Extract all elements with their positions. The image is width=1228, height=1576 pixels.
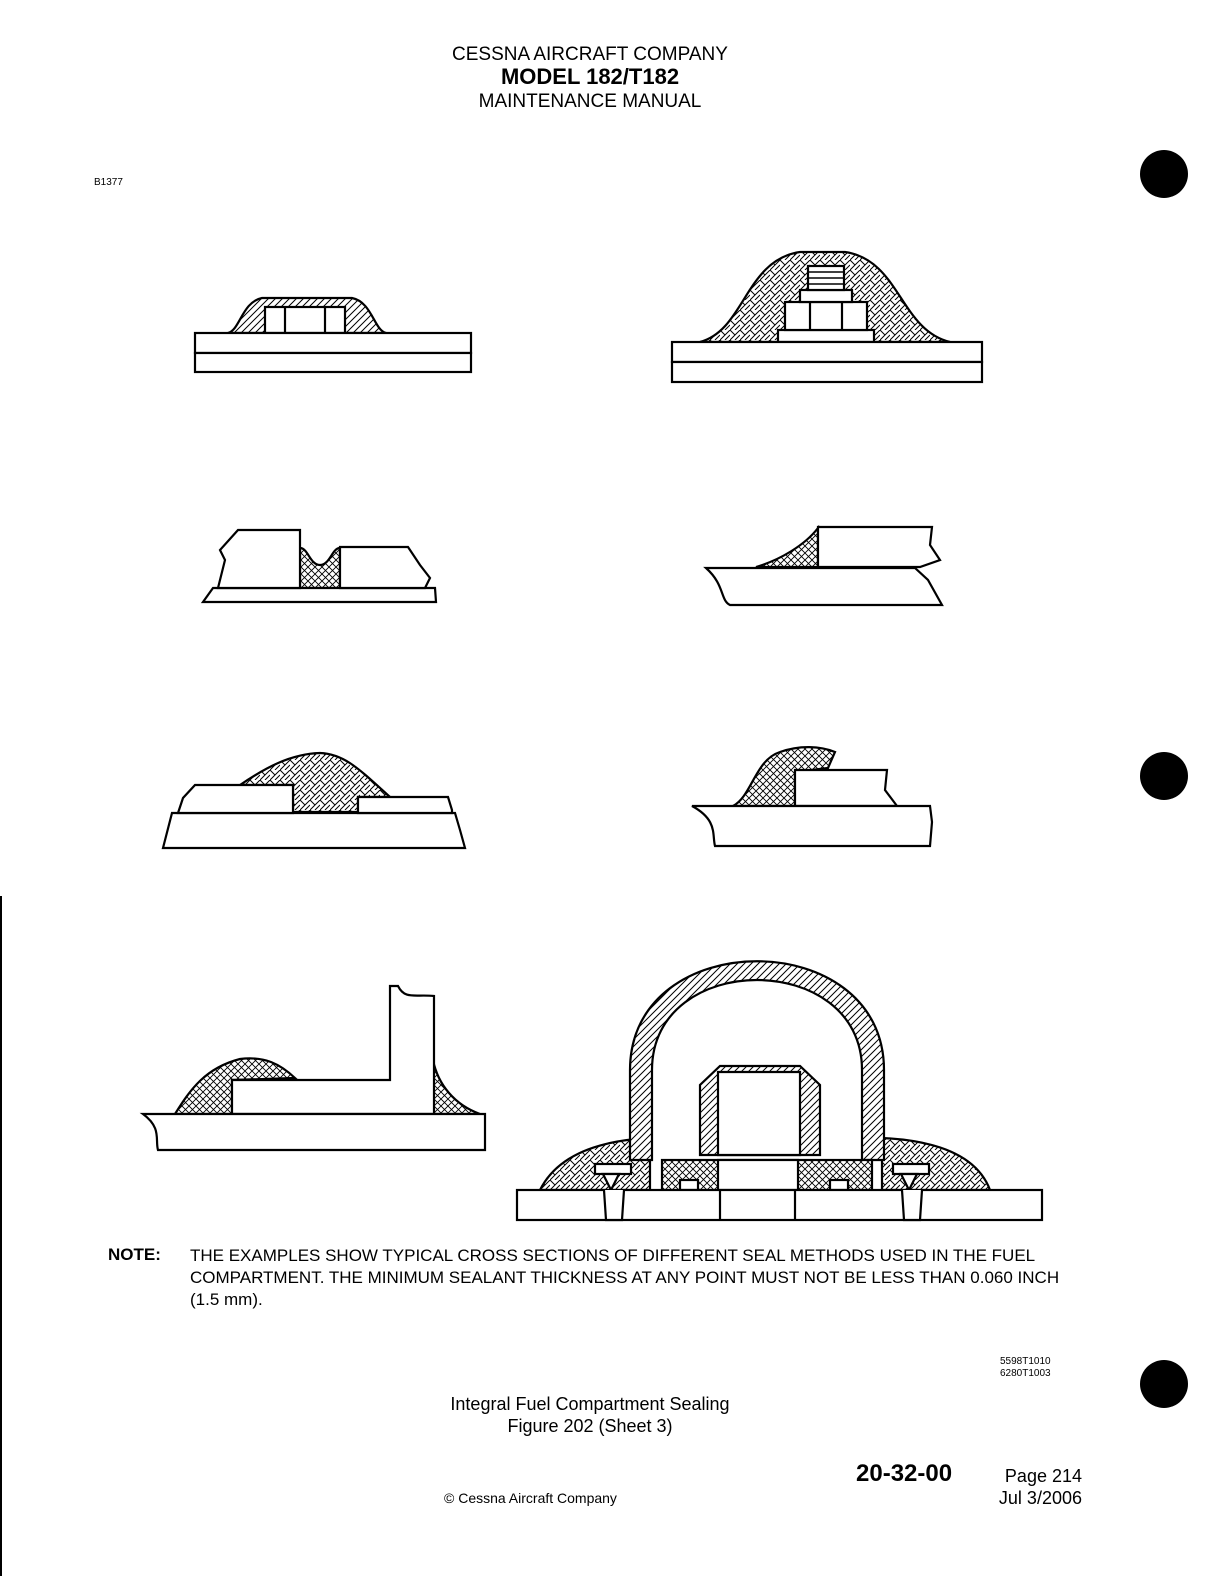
section-groove-seal — [203, 530, 436, 602]
revision-date: Jul 3/2006 — [998, 1488, 1082, 1508]
page-number: Page 214 — [1004, 1466, 1082, 1486]
section-fillet-seal-right — [706, 527, 942, 605]
figure-caption-number: Figure 202 (Sheet 3) — [507, 1416, 673, 1436]
section-angle-stiffener-seal — [143, 986, 485, 1150]
figure-caption-title: Integral Fuel Compartment Sealing — [450, 1394, 730, 1414]
section-bolt-sealed-large — [672, 252, 982, 382]
header-manual: MAINTENANCE MANUAL — [478, 91, 702, 112]
figure-ref: B1377 — [94, 177, 123, 188]
section-nut-sealed-small — [195, 298, 471, 372]
section-dome-cap-seal — [517, 961, 1042, 1220]
section-lap-joint-seal — [163, 753, 465, 848]
header-company: CESSNA AIRCRAFT COMPANY — [452, 44, 728, 65]
section-number: 20-32-00 — [856, 1460, 953, 1487]
copyright: © Cessna Aircraft Company — [444, 1490, 617, 1506]
note-text: THE EXAMPLES SHOW TYPICAL CROSS SECTIONS OF DIFFERENT SEAL METHODS USED IN THE FUEL COMPARTMENT. THE MINIMUM SEALANT THICKNESS AT ANY POINT MUST NOT BE LESS THAN 0.060 INCH (1.5 mm). — [190, 1246, 1060, 1309]
section-step-fillet-seal — [692, 747, 932, 846]
drawing-numbers — [1000, 1356, 1051, 1380]
drawing-number: 5598T1010 — [1000, 1356, 1051, 1367]
note-label: NOTE: — [108, 1245, 161, 1264]
header-model: MODEL 182/T182 — [500, 64, 680, 89]
drawing-number: 6280T1003 — [1000, 1368, 1051, 1379]
